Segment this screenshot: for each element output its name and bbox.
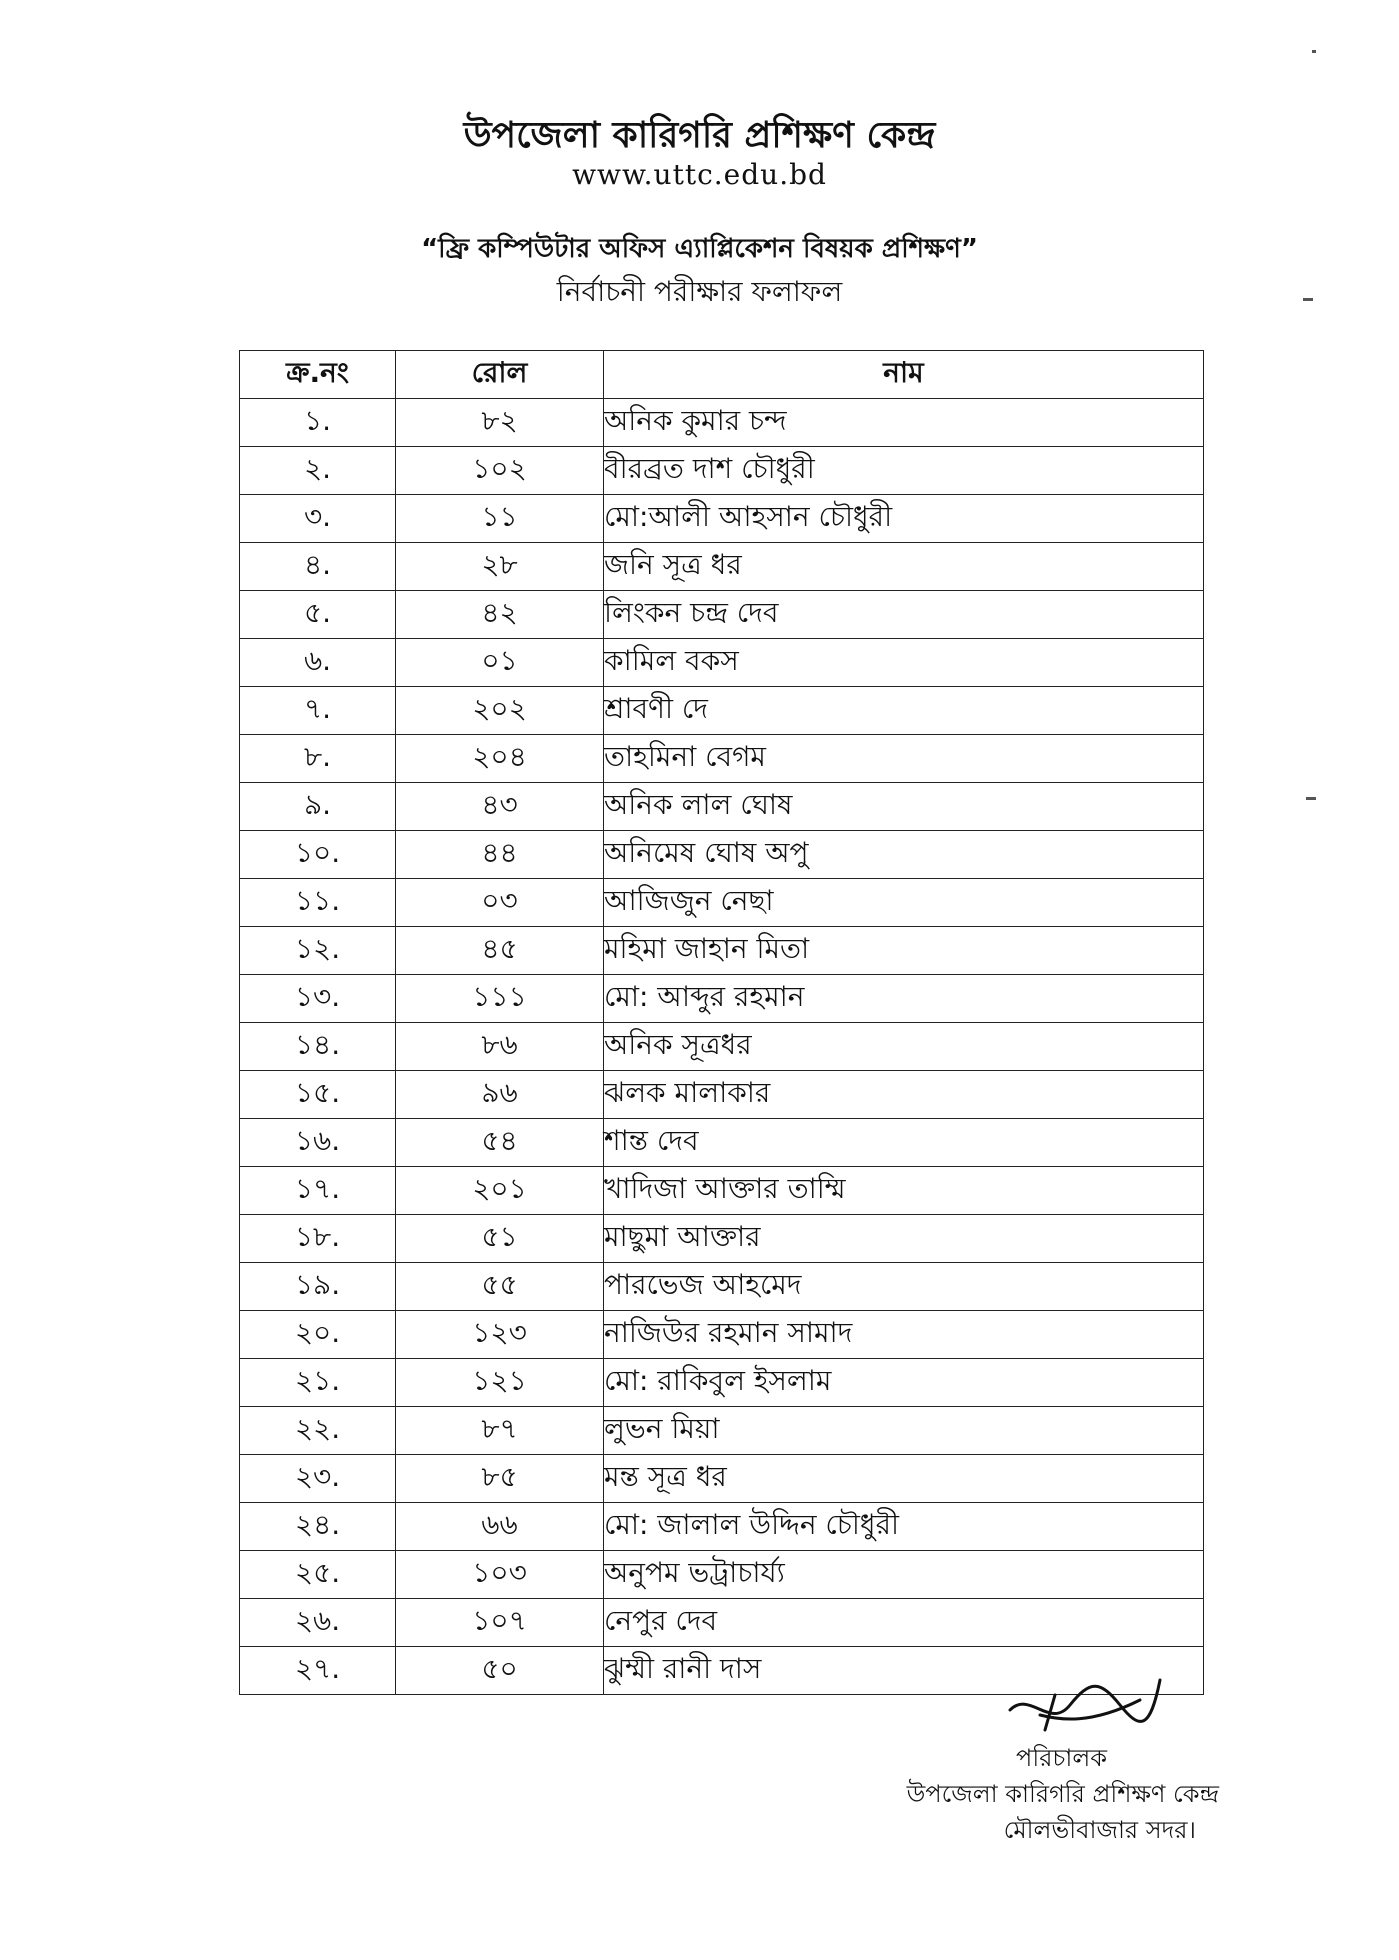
roll-cell: ৪৩: [396, 783, 604, 831]
name-cell: মো:আলী আহসান চৌধুরী: [604, 495, 1204, 543]
name-cell: খাদিজা আক্তার তাম্মি: [604, 1167, 1204, 1215]
roll-cell: ২০২: [396, 687, 604, 735]
name-cell: অনিক কুমার চন্দ: [604, 399, 1204, 447]
roll-cell: ৫৪: [396, 1119, 604, 1167]
table-row: [240, 1551, 1204, 1599]
serial-cell: ২৪.: [240, 1503, 396, 1551]
table-row: [240, 1023, 1204, 1071]
name-cell: ঝুম্মী রানী দাস: [604, 1647, 1204, 1695]
table-row: [240, 1455, 1204, 1503]
serial-cell: ২০.: [240, 1311, 396, 1359]
table-row: [240, 495, 1204, 543]
name-cell: তাহমিনা বেগম: [604, 735, 1204, 783]
roll-cell: ১২৩: [396, 1311, 604, 1359]
roll-cell: ৯৬: [396, 1071, 604, 1119]
roll-cell: ৮২: [396, 399, 604, 447]
results-body: [240, 399, 1204, 1695]
name-cell: জনি সূত্র ধর: [604, 543, 1204, 591]
table-row: [240, 591, 1204, 639]
name-cell: পারভেজ আহমেদ: [604, 1263, 1204, 1311]
serial-cell: ২.: [240, 447, 396, 495]
serial-cell: ৩.: [240, 495, 396, 543]
roll-cell: ৪২: [396, 591, 604, 639]
serial-cell: ১০.: [240, 831, 396, 879]
serial-cell: ১৭.: [240, 1167, 396, 1215]
table-row: [240, 1071, 1204, 1119]
roll-cell: ০৩: [396, 879, 604, 927]
column-header-serial: ক্র.নং: [240, 351, 396, 399]
table-row: [240, 1359, 1204, 1407]
table-row: [240, 399, 1204, 447]
roll-cell: ৪৫: [396, 927, 604, 975]
serial-cell: ৮.: [240, 735, 396, 783]
name-cell: বীরব্রত দাশ চৌধুরী: [604, 447, 1204, 495]
name-cell: মন্ত সূত্র ধর: [604, 1455, 1204, 1503]
column-header-name: নাম: [604, 351, 1204, 399]
roll-cell: ১১১: [396, 975, 604, 1023]
table-row: [240, 927, 1204, 975]
table-row: [240, 1599, 1204, 1647]
roll-cell: ২০১: [396, 1167, 604, 1215]
roll-cell: ০১: [396, 639, 604, 687]
name-cell: আজিজুন নেছা: [604, 879, 1204, 927]
roll-cell: ৫১: [396, 1215, 604, 1263]
name-cell: নাজিউর রহমান সামাদ: [604, 1311, 1204, 1359]
results-table: [239, 350, 1204, 1695]
name-cell: অনিক লাল ঘোষ: [604, 783, 1204, 831]
serial-cell: ২২.: [240, 1407, 396, 1455]
name-cell: শান্ত দেব: [604, 1119, 1204, 1167]
serial-cell: ২১.: [240, 1359, 396, 1407]
scan-speck: [1303, 298, 1313, 301]
table-row: [240, 1503, 1204, 1551]
table-row: [240, 1167, 1204, 1215]
serial-cell: ৬.: [240, 639, 396, 687]
name-cell: মো: জালাল উদ্দিন চৌধুরী: [604, 1503, 1204, 1551]
table-row: [240, 735, 1204, 783]
name-cell: মাছুমা আক্তার: [604, 1215, 1204, 1263]
org-title: উপজেলা কারিগরি প্রশিক্ষণ কেন্দ্র: [463, 115, 936, 156]
table-header-row: [240, 351, 1204, 399]
table-row: [240, 1119, 1204, 1167]
signature-mark: [1000, 1660, 1170, 1750]
serial-cell: ১৬.: [240, 1119, 396, 1167]
name-cell: অনিমেষ ঘোষ অপু: [604, 831, 1204, 879]
website-url: www.uttc.edu.bd: [572, 158, 827, 191]
name-cell: লুভন মিয়া: [604, 1407, 1204, 1455]
table-row: [240, 783, 1204, 831]
table-row: [240, 879, 1204, 927]
roll-cell: ২৮: [396, 543, 604, 591]
signatory-organization: উপজেলা কারিগরি প্রশিক্ষণ কেন্দ্র: [906, 1780, 1219, 1808]
name-cell: নেপুর দেব: [604, 1599, 1204, 1647]
roll-cell: ৮৭: [396, 1407, 604, 1455]
roll-cell: ২০৪: [396, 735, 604, 783]
name-cell: অনিক সূত্রধর: [604, 1023, 1204, 1071]
table-row: [240, 831, 1204, 879]
table-row: [240, 447, 1204, 495]
serial-cell: ৯.: [240, 783, 396, 831]
name-cell: মহিমা জাহান মিতা: [604, 927, 1204, 975]
result-title: নির্বাচনী পরীক্ষার ফলাফল: [556, 275, 843, 308]
serial-cell: ৫.: [240, 591, 396, 639]
roll-cell: ১১: [396, 495, 604, 543]
name-cell: ঝলক মালাকার: [604, 1071, 1204, 1119]
roll-cell: ৮৬: [396, 1023, 604, 1071]
signatory-title: পরিচালক: [1016, 1744, 1107, 1772]
table-row: [240, 687, 1204, 735]
table-row: [240, 639, 1204, 687]
serial-cell: ১৯.: [240, 1263, 396, 1311]
roll-cell: ১০৭: [396, 1599, 604, 1647]
roll-cell: ৪৪: [396, 831, 604, 879]
name-cell: মো: রাকিবুল ইসলাম: [604, 1359, 1204, 1407]
signatory-location: মৌলভীবাজার সদর।: [1003, 1816, 1196, 1844]
roll-cell: ৬৬: [396, 1503, 604, 1551]
roll-cell: ১০২: [396, 447, 604, 495]
name-cell: মো: আব্দুর রহমান: [604, 975, 1204, 1023]
serial-cell: ১.: [240, 399, 396, 447]
table-row: [240, 1263, 1204, 1311]
roll-cell: ১২১: [396, 1359, 604, 1407]
roll-cell: ১০৩: [396, 1551, 604, 1599]
name-cell: লিংকন চন্দ্র দেব: [604, 591, 1204, 639]
table-row: [240, 543, 1204, 591]
roll-cell: ৮৫: [396, 1455, 604, 1503]
serial-cell: ১৪.: [240, 1023, 396, 1071]
serial-cell: ১৫.: [240, 1071, 396, 1119]
scan-speck: [1306, 797, 1316, 800]
serial-cell: ৭.: [240, 687, 396, 735]
name-cell: অনুপম ভট্রাচার্য্য: [604, 1551, 1204, 1599]
serial-cell: ২৬.: [240, 1599, 396, 1647]
serial-cell: ৪.: [240, 543, 396, 591]
table-row: [240, 1311, 1204, 1359]
table-row: [240, 1407, 1204, 1455]
serial-cell: ১১.: [240, 879, 396, 927]
program-title: “ফ্রি কম্পিউটার অফিস এ্যাপ্লিকেশন বিষয়ক প্রশিক্ষণ”: [421, 234, 978, 264]
serial-cell: ২৭.: [240, 1647, 396, 1695]
serial-cell: ২৩.: [240, 1455, 396, 1503]
serial-cell: ১৩.: [240, 975, 396, 1023]
table-row: [240, 975, 1204, 1023]
roll-cell: ৫০: [396, 1647, 604, 1695]
name-cell: শ্রাবণী দে: [604, 687, 1204, 735]
table-row: [240, 1215, 1204, 1263]
roll-cell: ৫৫: [396, 1263, 604, 1311]
serial-cell: ১৮.: [240, 1215, 396, 1263]
serial-cell: ২৫.: [240, 1551, 396, 1599]
serial-cell: ১২.: [240, 927, 396, 975]
column-header-roll: রোল: [396, 351, 604, 399]
name-cell: কামিল বকস: [604, 639, 1204, 687]
scan-speck: [1312, 50, 1316, 53]
